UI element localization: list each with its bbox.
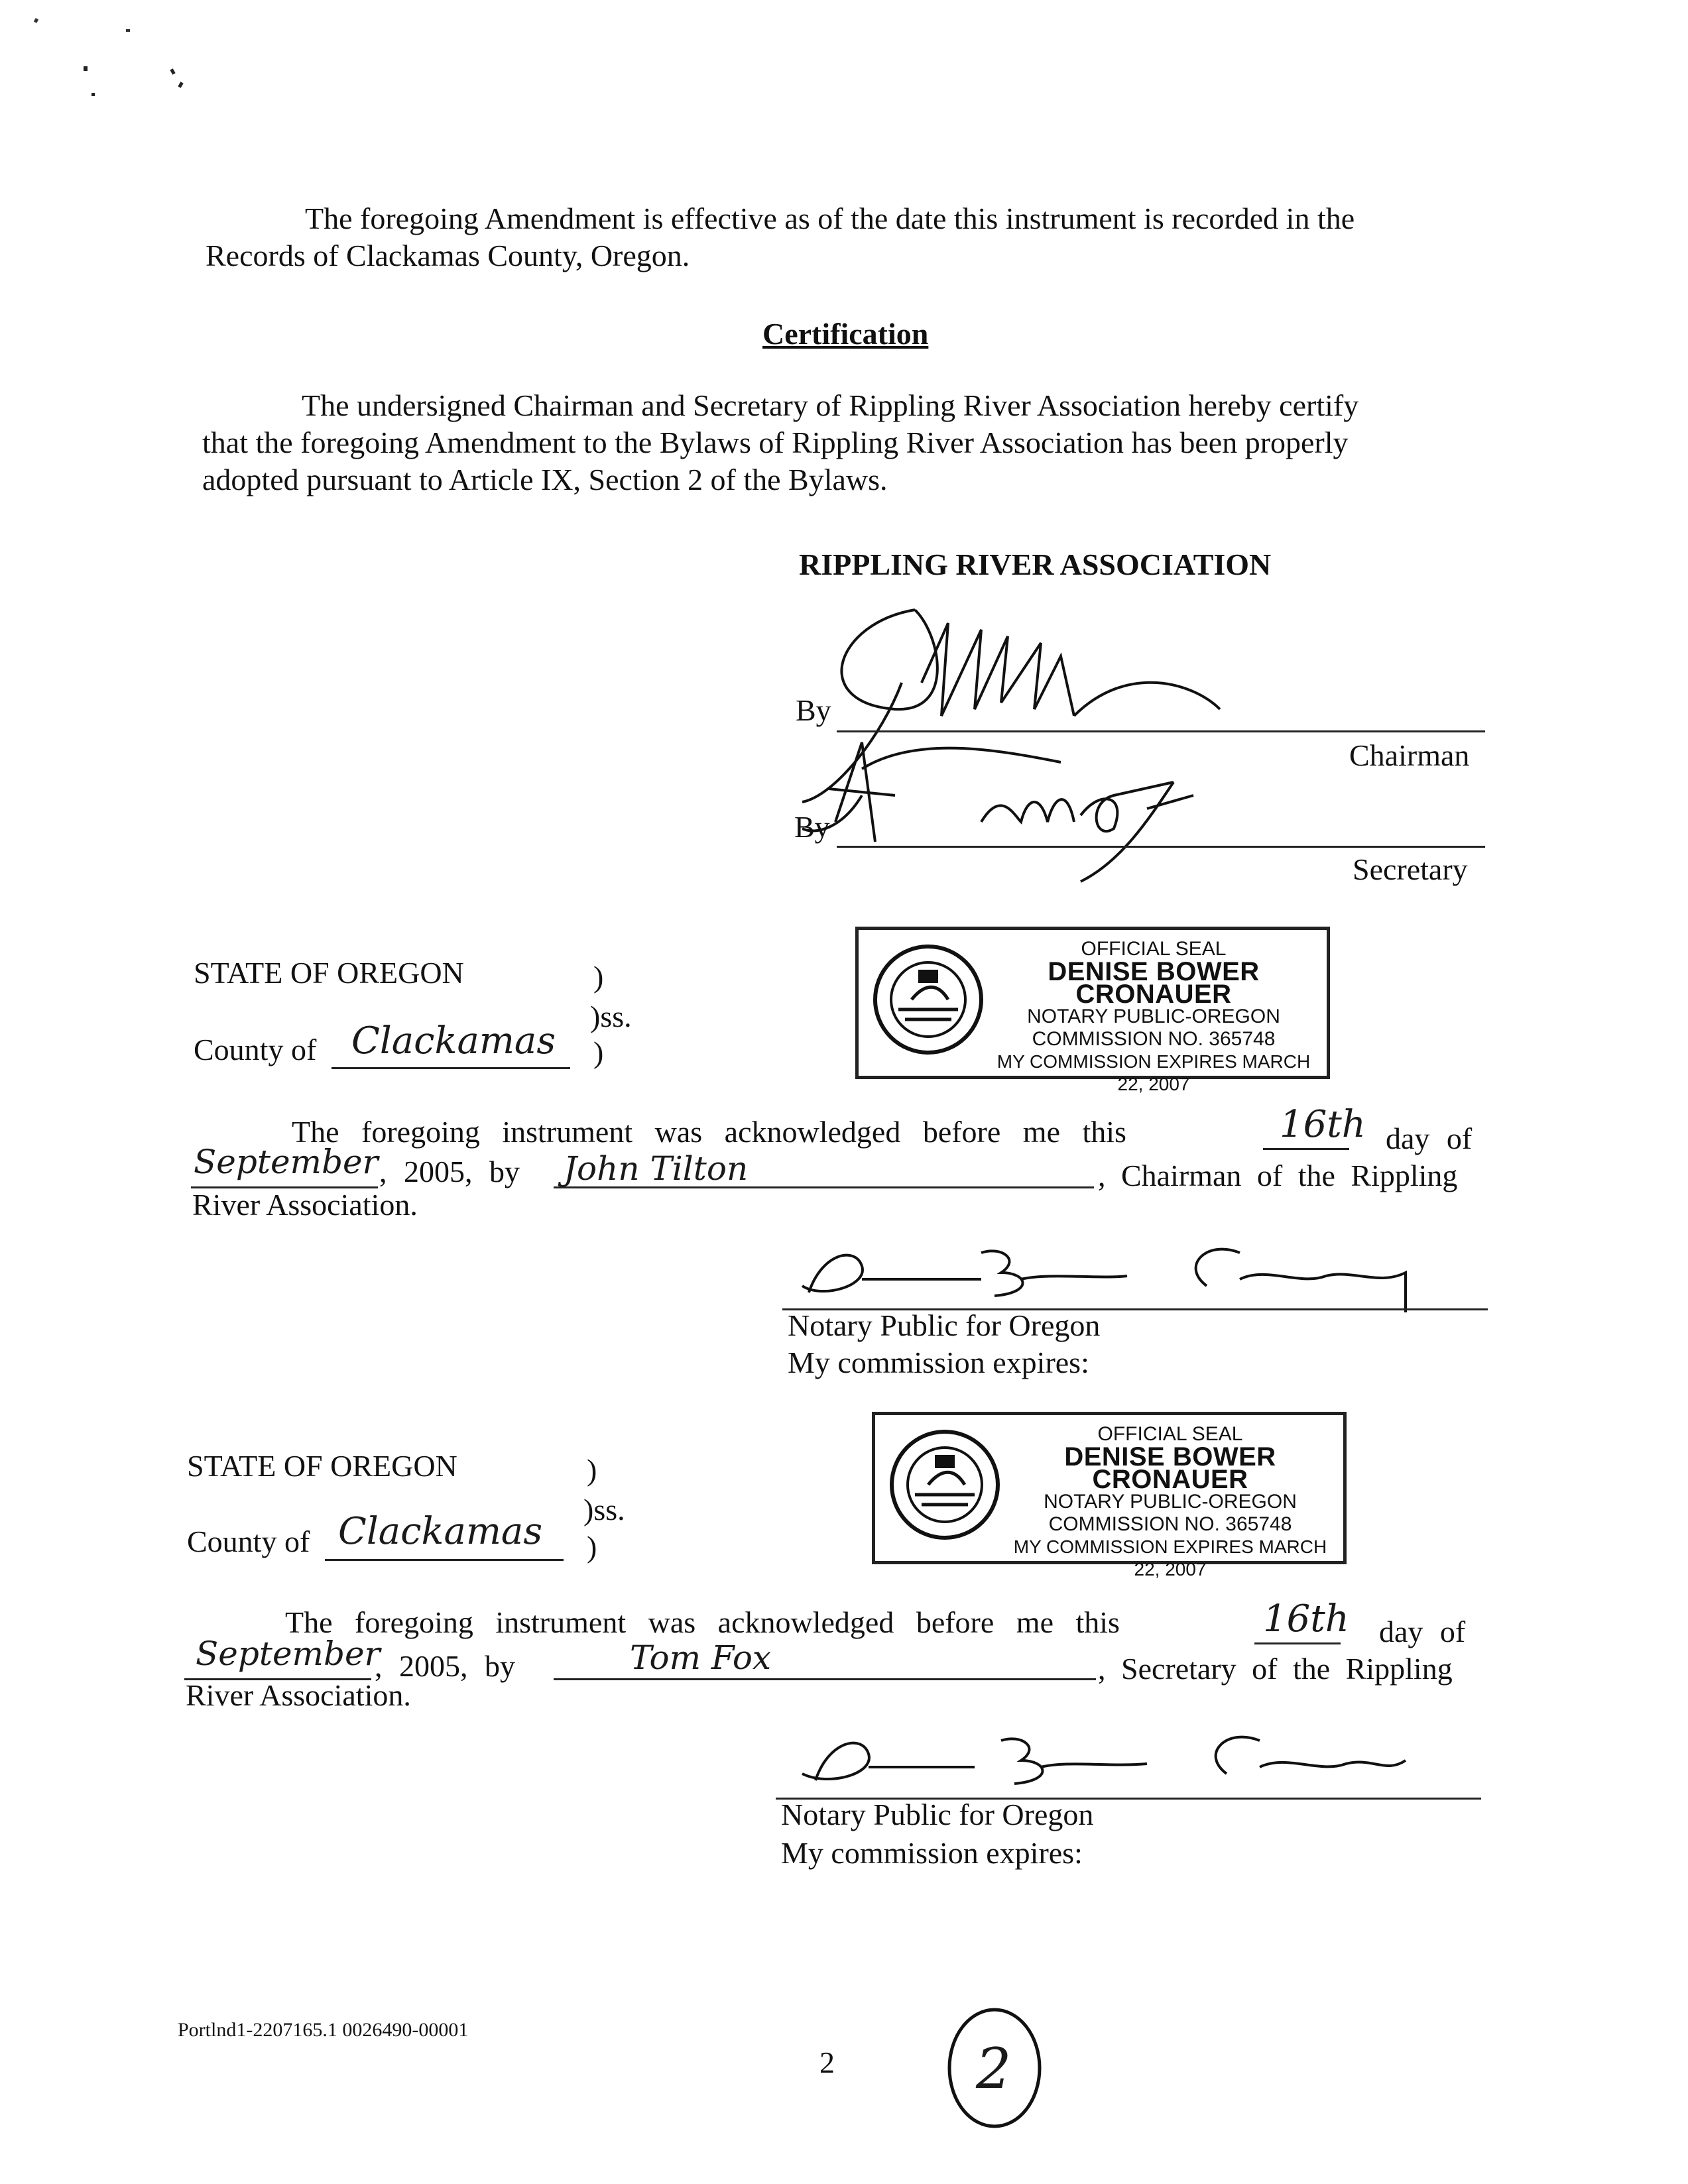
org-name: RIPPLING RIVER ASSOCIATION [799,547,1272,581]
ack2-day-line [1254,1642,1341,1644]
ack2-notary-title: Notary Public for Oregon [781,1798,1094,1831]
ack2-name-line [554,1678,1096,1680]
ack2-county-value: Clackamas [338,1510,543,1553]
seal-2-line-5: MY COMMISSION EXPIRES MARCH 22, 2007 [1013,1536,1327,1580]
ack1-notary-title: Notary Public for Oregon [788,1308,1101,1342]
chairman-title: Chairman [1349,738,1470,772]
ack1-county-line [332,1067,570,1069]
scan-speck [91,93,95,96]
secretary-title: Secretary [1353,852,1468,886]
chairman-signature-line [837,730,1485,732]
seal-2-text [1001,1423,1339,1581]
ack1-day-line [1263,1148,1349,1150]
scan-speck [84,66,88,71]
seal-1-line-3: NOTARY PUBLIC-OREGON [1027,1006,1280,1027]
ack1-text-b: day of [1386,1121,1473,1155]
handwritten-page-value: 2 [976,2036,1012,2101]
by-label-chairman: By [796,693,831,727]
oregon-state-seal-icon [872,943,985,1056]
ack2-text-d: , Secretary of the Rippling [1098,1652,1453,1686]
ack2-paren-2: ) [587,1530,597,1564]
ack1-paren-2: ) [593,1035,604,1069]
scan-speck [170,68,175,74]
ack2-text-a: The foregoing instrument was acknowledged before me this [285,1605,1120,1639]
seal-2-line-2: DENISE BOWER CRONAUER [1064,1442,1276,1494]
ack1-text-d: , Chairman of the Rippling [1098,1159,1458,1192]
notary-seal-2 [872,1412,1347,1580]
ack1-day-value: 16th [1280,1103,1366,1146]
signature-secretary [802,749,1266,895]
seal-1-text [985,938,1323,1096]
ack2-expires: My commission expires: [781,1836,1083,1870]
seal-2-line-4: COMMISSION NO. 365748 [1048,1513,1292,1535]
ack1-name-value: John Tilton [564,1149,749,1188]
ack2-day-value: 16th [1263,1597,1349,1640]
handwritten-page-number [941,2002,1048,2134]
seal-1-line-1: OFFICIAL SEAL [1081,938,1227,960]
notary-signature-1 [782,1239,1445,1312]
ack2-county-label: County of [187,1524,310,1558]
scan-speck [126,29,130,32]
oregon-state-seal-icon [888,1428,1001,1541]
ack1-county-value: Clackamas [351,1019,556,1063]
ack2-text-e: River Association. [186,1678,411,1712]
scan-speck [34,18,38,23]
ack2-paren-1: ) [587,1453,597,1487]
seal-2-line-3: NOTARY PUBLIC-OREGON [1044,1491,1297,1513]
ack1-paren-1: ) [593,960,604,994]
certification-paragraph [202,387,1502,498]
ack1-expires: My commission expires: [788,1346,1089,1379]
ack2-month-value: September [196,1635,381,1673]
ack1-ss: )ss. [590,1000,632,1033]
ack1-text-c: , 2005, by [379,1155,520,1188]
by-label-secretary: By [794,810,830,844]
ack2-text-b: day of [1379,1615,1466,1648]
seal-2-line-1: OFFICIAL SEAL [1097,1423,1243,1445]
certification-line-3: adopted pursuant to Article IX, Section 2 of the Bylaws. [202,463,888,496]
ack1-text-e: River Association. [192,1188,418,1222]
page-number: 2 [819,2045,835,2079]
ack2-name-value: Tom Fox [630,1638,772,1677]
seal-1-line-4: COMMISSION NO. 365748 [1032,1028,1276,1050]
certification-line-1: The undersigned Chairman and Secretary of Rippling River Association hereby certify [302,388,1359,422]
amendment-line-2: Records of Clackamas County, Oregon. [206,239,690,272]
ack1-month-value: September [194,1143,379,1181]
certification-heading: Certification [762,317,929,351]
ack2-county-line [325,1559,564,1561]
ack1-name-line [554,1186,1094,1188]
ack2-ss: )ss. [583,1493,625,1526]
notary-seal-1 [855,927,1330,1094]
notary-signature-2 [776,1727,1439,1800]
ack2-state: STATE OF OREGON [187,1449,457,1483]
scan-speck [178,82,183,87]
document-id: Portlnd1-2207165.1 0026490-00001 [178,2019,469,2041]
secretary-signature-line [837,846,1485,848]
ack1-text-a: The foregoing instrument was acknowledged before me this [292,1115,1126,1149]
amendment-line-1: The foregoing Amendment is effective as of the date this instrument is recorded in the [305,201,1355,235]
seal-1-line-5: MY COMMISSION EXPIRES MARCH 22, 2007 [996,1051,1311,1094]
certification-line-2: that the foregoing Amendment to the Bylaws of Rippling River Association has been properly [202,426,1349,459]
amendment-paragraph [206,200,1505,274]
ack2-text-c: , 2005, by [375,1649,515,1683]
ack1-state: STATE OF OREGON [194,956,464,990]
seal-1-line-2: DENISE BOWER CRONAUER [1048,957,1260,1009]
ack1-county-label: County of [194,1033,317,1066]
